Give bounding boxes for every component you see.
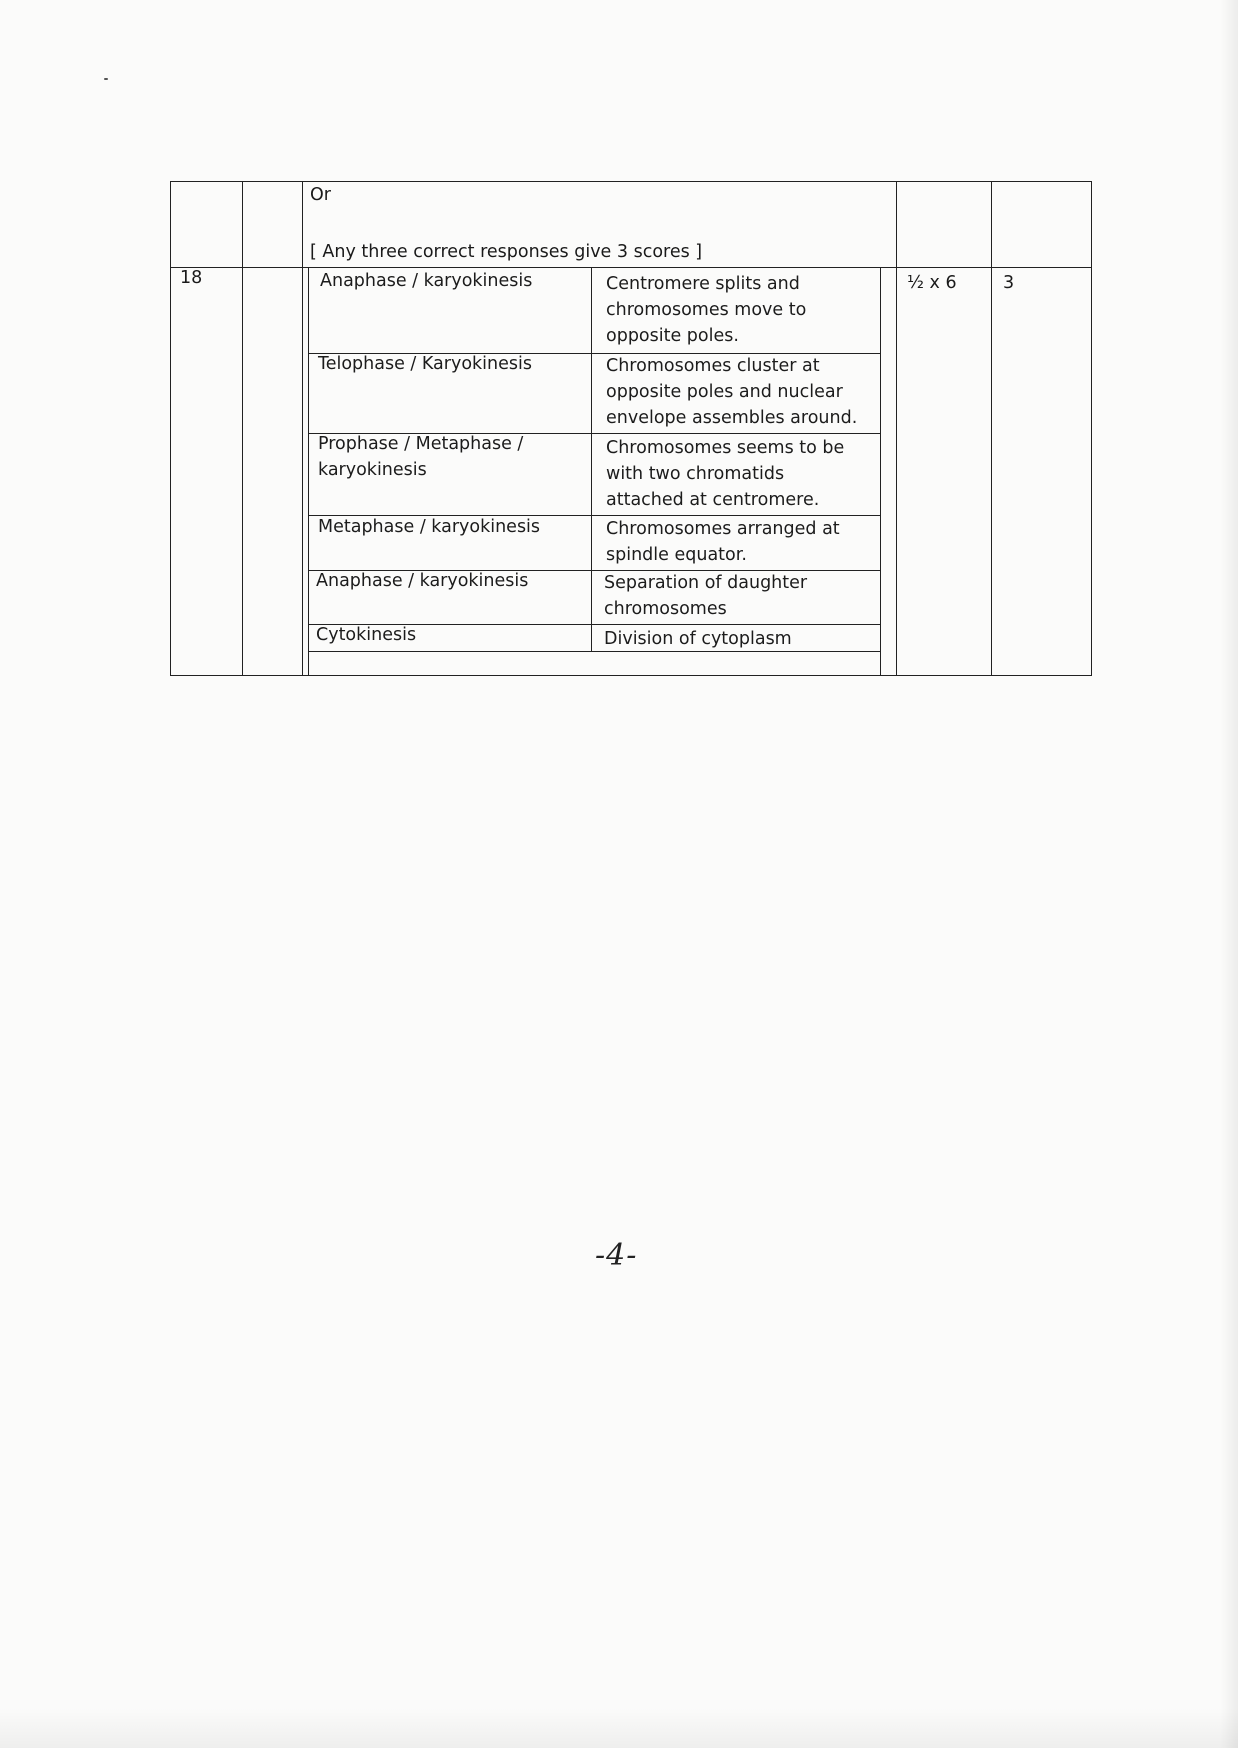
column-divider [302,181,303,676]
column-divider [896,181,897,676]
description-cell: Chromosomes arranged at spindle equator. [606,519,840,565]
subtable-column-divider [591,267,592,651]
total-score: 3 [1003,273,1015,293]
description-cell: Chromosomes cluster at opposite poles and nuclear envelope assembles around. [606,356,858,428]
stage-cell: Telophase / Karyokinesis [318,354,532,374]
marks-split: ½ x 6 [907,273,957,293]
description-cell: Chromosomes seems to be with two chromatids attached at centromere. [606,438,845,510]
stage-cell: Metaphase / karyokinesis [318,517,541,537]
question-number: 18 [180,268,203,288]
description-cell: Separation of daughter chromosomes [604,573,808,619]
scan-speck [104,78,108,80]
description-cell: Division of cytoplasm [604,629,792,649]
subtable-row-divider [308,651,880,652]
stage-cell: Cytokinesis [316,625,417,645]
column-divider [242,181,243,676]
stage-cell: Anaphase / karyokinesis [320,271,533,291]
description-cell: Centromere splits and chromosomes move to opposite poles. [606,274,807,346]
stage-cell: Prophase / Metaphase / karyokinesis [318,434,524,480]
or-label: Or [310,185,331,205]
column-divider [991,181,992,676]
scoring-note: [ Any three correct responses give 3 scores ] [310,242,703,262]
page-number: -4- [595,1238,638,1273]
scan-shadow-bottom [0,1708,1238,1748]
stage-cell: Anaphase / karyokinesis [316,571,529,591]
scan-shadow-right [1220,0,1238,1748]
subtable-right-border [880,267,881,676]
subtable-left-border [308,267,309,676]
